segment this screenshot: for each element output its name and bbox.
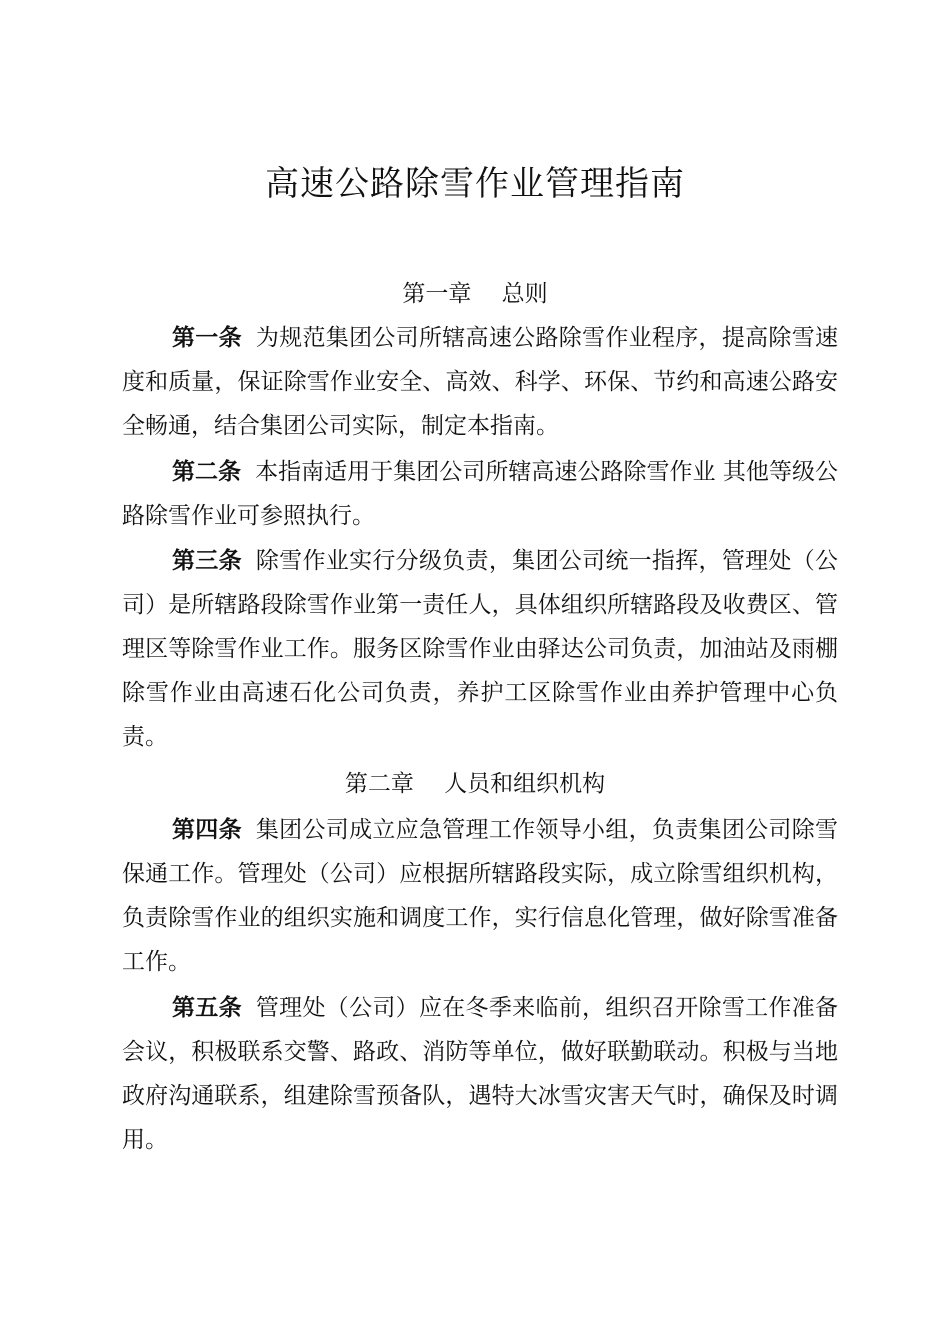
- article-text: 为规范集团公司所辖高速公路除雪作业程序，提高除雪速度和质量，保证除雪作业安全、高效、科学、环保、节约和高速公路安全畅通，结合集团公司实际，制定本指南。: [122, 325, 839, 439]
- article-label: 第四条: [172, 817, 242, 843]
- document-title: 高速公路除雪作业管理指南: [265, 164, 685, 204]
- article-text: 除雪作业实行分级负责，集团公司统一指挥，管理处（公司）是所辖路段除雪作业第一责任人，具体组织所辖路段及收费区、管理区等除雪作业工作。服务区除雪作业由驿达公司负责，加油站及雨棚除雪作业由高速石化公司负责，养护工区除雪作业由养护管理中心负责。: [122, 548, 839, 750]
- article-4: [122, 808, 838, 984]
- article-label: 第三条: [172, 548, 242, 574]
- article-label: 第一条: [172, 325, 242, 351]
- article-text: 管理处（公司）应在冬季来临前，组织召开除雪工作准备会议，积极联系交警、路政、消防等单位，做好联勤联动。积极与当地政府沟通联系，组建除雪预备队，遇特大冰雪灾害天气时，确保及时调用。: [122, 995, 839, 1153]
- article-5: [122, 986, 838, 1162]
- chapter-heading-2: 第二章 人员和组织机构: [344, 771, 606, 797]
- article-text: 集团公司成立应急管理工作领导小组，负责集团公司除雪保通工作。管理处（公司）应根据所辖路段实际，成立除雪组织机构，负责除雪作业的组织实施和调度工作，实行信息化管理，做好除雪准备工作。: [122, 817, 839, 975]
- article-label: 第二条: [172, 459, 242, 485]
- article-1: [122, 316, 838, 448]
- article-2: [122, 450, 838, 538]
- chapter-heading-1: 第一章 总则: [402, 281, 548, 307]
- article-3: [122, 539, 838, 759]
- article-label: 第五条: [172, 995, 242, 1021]
- article-text: 本指南适用于集团公司所辖高速公路除雪作业 其他等级公路除雪作业可参照执行。: [122, 459, 839, 529]
